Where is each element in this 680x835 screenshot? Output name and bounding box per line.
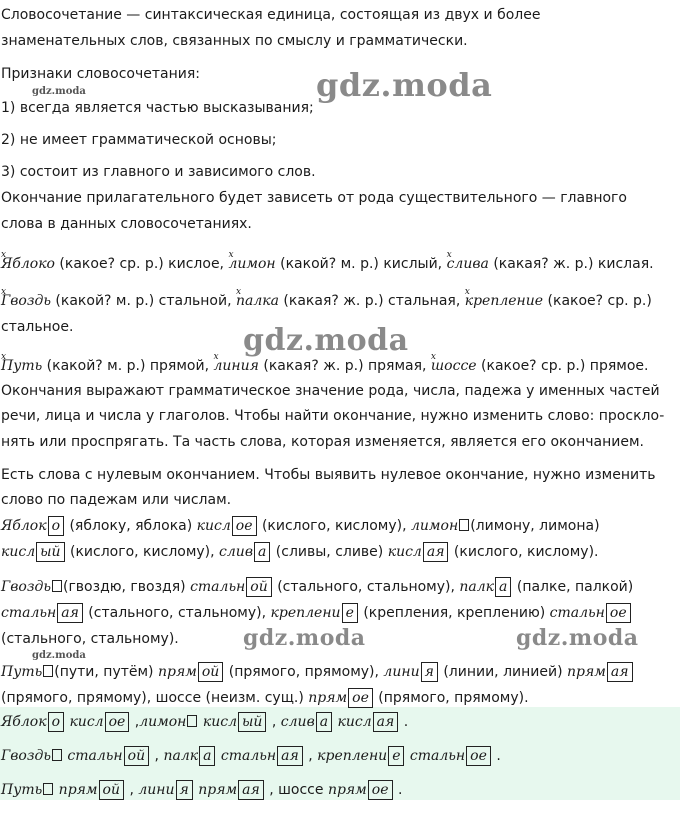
answer-row: Путь прям ой , лини я прям ая , шоссе прям ое . [1, 782, 403, 798]
analysis-row: Путь (пути, путём) прям ой (прямого, прямому), лини я (линии, линией) прям ая [1, 662, 634, 684]
analysis-row: стальн ая (стального, стальному), креплени е (крепления, креплению) стальн ое [1, 603, 632, 625]
ending-box: я [421, 662, 438, 682]
zero-ending-box [43, 665, 53, 677]
ending-box: ой [198, 662, 223, 682]
example-noun: x крепление [465, 293, 543, 309]
example-noun: x Гвоздь [1, 293, 51, 309]
ending-box: ая [238, 780, 264, 800]
ending-box: е [388, 746, 404, 766]
example-row: x Яблоко (какое? ср. р.) кислое, x лимон (какой? м. р.) кислый, x слива (какая? ж. р.) кислая. [1, 254, 654, 276]
example-noun: x палка [236, 293, 279, 309]
watermark-small: gdz.moda [32, 650, 86, 661]
sign-item: 2) не имеет грамматической основы; [1, 132, 277, 148]
answer-row: Яблок о кисл ое ,лимон кисл ый , слив а кисл ая . [1, 714, 409, 730]
analysis-row: Гвоздь (гвоздю, гвоздя) стальн ой (стального, стальному), палк а (палке, палкой) [1, 579, 634, 595]
watermark: gdz.moda [516, 625, 639, 651]
ending-box: а [316, 712, 332, 732]
watermark: gdz.moda [243, 625, 366, 651]
ending-box: ый [238, 712, 266, 732]
analysis-row: (стального, стальному). [1, 631, 179, 647]
ending-box: е [342, 603, 358, 623]
ending-box: ое [105, 712, 130, 732]
watermark: gdz.moda [243, 323, 409, 358]
watermark-small: gdz.moda [32, 86, 86, 97]
ending-box: ый [36, 542, 64, 562]
example-noun: x лимон [228, 256, 275, 272]
signs-title: Признаки словосочетания: [1, 66, 200, 82]
watermark: gdz.moda [316, 66, 493, 104]
ending-box: ая [607, 662, 633, 682]
analysis-row: кисл ый (кислого, кислому), слив а (сливы, сливе) кисл ая (кислого, кислому). [1, 544, 599, 560]
rule-line: речи, лица и числа у глаголов. Чтобы найти окончание, нужно изменить слово: просклo- [1, 408, 665, 424]
ending-box: ая [423, 542, 449, 562]
example-noun: x Путь [1, 358, 42, 374]
example-noun: x шоссе [431, 358, 477, 374]
ending-box: ое [466, 746, 491, 766]
example-row: x Гвоздь (какой? м. р.) стальной, x палка (какая? ж. р.) стальная, x крепление (какое? ср. р.) [1, 291, 652, 313]
example-row: стальное. [1, 319, 74, 335]
ending-box: а [199, 746, 215, 766]
ending-box: ая [373, 712, 399, 732]
rule-line: Есть слова с нулевым окончанием. Чтобы выявить нулевое окончание, нужно изменить [1, 467, 656, 483]
sign-item: 3) состоит из главного и зависимого слов. [1, 164, 316, 180]
zero-ending-box [52, 749, 62, 761]
ending-box: о [48, 712, 64, 732]
ending-box: а [254, 542, 270, 562]
example-row: x Путь (какой? м. р.) прямой, x линия (какая? ж. р.) прямая, x шоссе (какое? ср. р.) прямое. [1, 356, 648, 378]
ending-box: ой [124, 746, 149, 766]
zero-ending-box [459, 519, 469, 531]
zero-ending-box [43, 783, 53, 795]
answer-row: Гвоздь стальн ой , палк а стальн ая , креплени е стальн ое . [1, 748, 501, 764]
ending-box: ое [368, 780, 393, 800]
ending-box: а [495, 577, 511, 597]
rule-line: нять или проспрягать. Та часть слова, которая изменяется, является его окончанием. [1, 434, 644, 450]
ending-box: ое [606, 603, 631, 623]
rule-line: слова в данных словосочетаниях. [1, 216, 252, 232]
definition-line: знаменательных слов, связанных по смыслу и грамматически. [1, 33, 468, 49]
definition-line: Словосочетание — синтаксическая единица, состоящая из двух и более [1, 7, 541, 23]
example-noun: x линия [213, 358, 258, 374]
example-noun: x слива [447, 256, 489, 272]
analysis-row: (прямого, прямому), шоссе (неизм. сущ.) прям ое (прямого, прямому). [1, 690, 529, 706]
ending-box: ой [246, 577, 271, 597]
ending-box: о [48, 516, 64, 536]
ending-box: я [176, 780, 193, 800]
rule-line: Окончание прилагательного будет зависеть от рода существительного — главного [1, 190, 627, 206]
rule-line: слово по падежам или числам. [1, 492, 232, 508]
sign-item: 1) всегда является частью высказывания; [1, 100, 314, 116]
ending-box: ое [348, 688, 373, 708]
zero-ending-box [52, 580, 62, 592]
analysis-row: Яблок о (яблоку, яблока) кисл ое (кислого, кислому), лимон (лимону, лимона) [1, 518, 600, 534]
zero-ending-box [187, 715, 197, 727]
ending-box: ая [57, 603, 83, 623]
example-noun: x Яблоко [1, 256, 55, 272]
rule-line: Окончания выражают грамматическое значение рода, числа, падежа у именных частей [1, 383, 660, 399]
ending-box: ая [277, 746, 303, 766]
ending-box: ой [99, 780, 124, 800]
ending-box: ое [232, 516, 257, 536]
